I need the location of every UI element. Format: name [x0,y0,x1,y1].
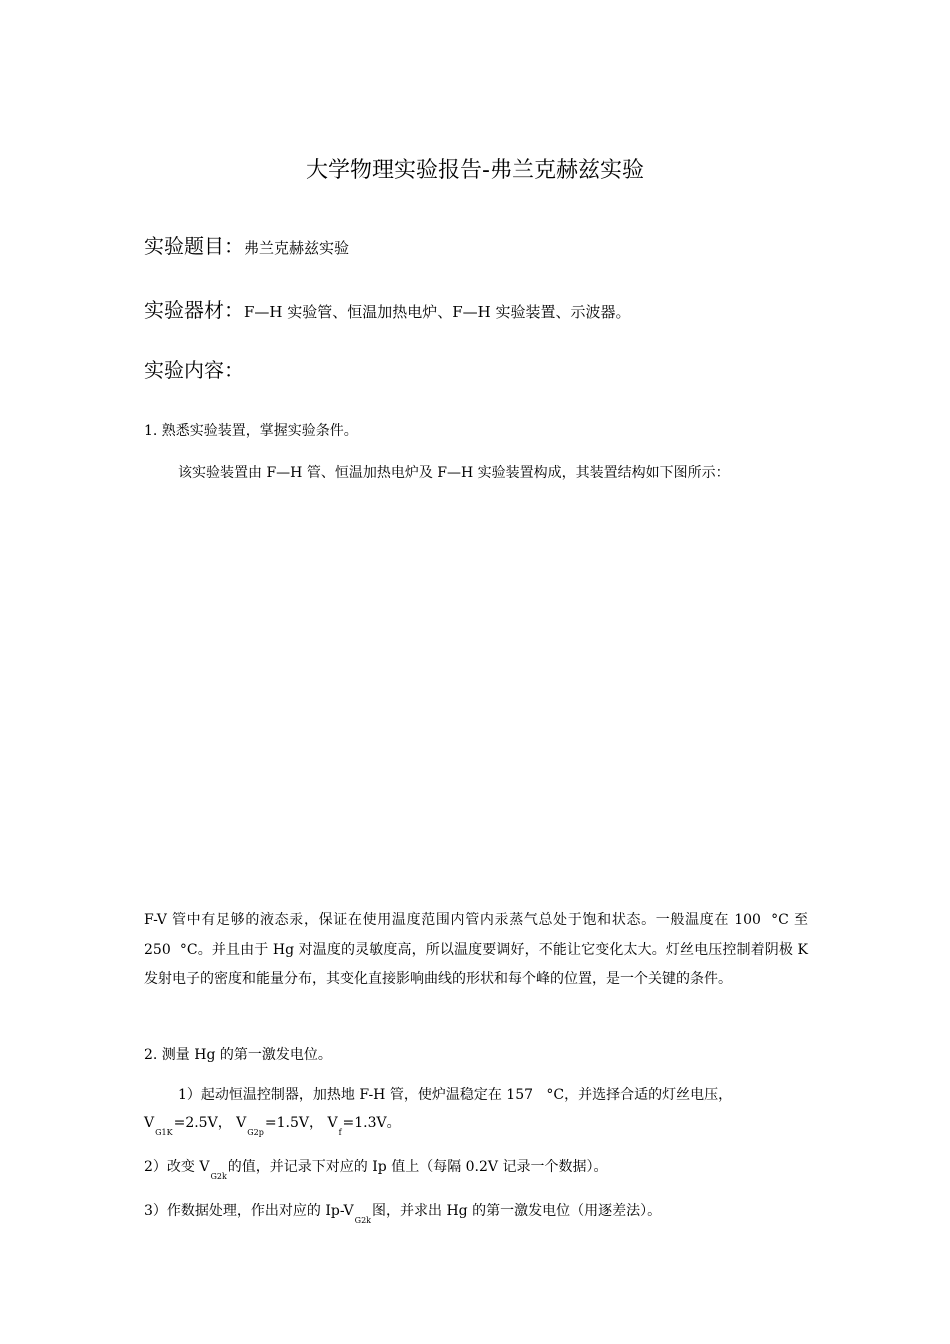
v2-symbol: V [236,1115,247,1131]
v3-subscript: f [338,1128,342,1137]
topic-label: 实验题目： [144,234,244,258]
step2-sub3-pre: 3）作数据处理，作出对应的 Ip-V [144,1203,354,1219]
v1-subscript: G1K [155,1128,173,1137]
v2-value: =1.5V， [264,1115,323,1131]
v3-symbol: V [327,1115,338,1131]
equipment-value: F—H 实验管、恒温加热电炉、F—H 实验装置、示波器。 [244,303,631,321]
step2-sub2-post: 的值，并记录下对应的 Ip 值上（每隔 0.2V 记录一个数据）。 [227,1159,608,1175]
step2-sub2-pre: 2）改变 V [144,1159,210,1175]
step1-heading: 1. 熟悉实验装置，掌握实验条件。 [144,423,358,439]
step2-sub1-tail: °C，并选择合适的灯丝电压， [546,1087,733,1103]
content-label: 实验内容： [144,358,244,382]
para-temp-range: °C 至 250 [144,912,808,958]
step2-sub3 [144,1200,661,1224]
conditions-paragraph [144,906,808,995]
v2-subscript: G2p [247,1128,264,1137]
step2-heading: 2. 测量 Hg 的第一激发电位。 [144,1047,332,1063]
v1-value: =2.5V， [173,1115,232,1131]
step2-sub2 [144,1156,607,1180]
step2-sub1 [178,1084,732,1106]
v1-symbol: V [144,1115,155,1131]
step2-sub3-subscript: G2k [354,1216,371,1225]
voltage-settings [144,1112,401,1136]
step2-sub1-text: 1）起动恒温控制器，加热地 F-H 管，使炉温稳定在 157 [178,1087,534,1103]
topic-line [144,234,349,260]
step1-intro: 该实验装置由 F—H 管、恒温加热电炉及 F—H 实验装置构成，其装置结构如下图所示： [178,465,730,481]
document-title: 大学物理实验报告-弗兰克赫兹实验 [306,158,644,183]
apparatus-figure-area [144,492,808,902]
para-part-1: F-V 管中有足够的液态汞，保证在使用温度范围内管内汞蒸气总处于饱和状态。一般温度在 100 [144,912,761,928]
topic-value: 弗兰克赫兹实验 [244,239,350,257]
content-line [144,358,244,384]
step2-sub3-post: 图，并求出 Hg 的第一激发电位（用逐差法）。 [372,1203,662,1219]
v3-value: =1.3V。 [342,1115,401,1131]
step2-sub2-subscript: G2k [210,1172,227,1181]
equipment-label: 实验器材： [144,298,244,322]
para-part-2: °C。并且由于 Hg 对温度的灵敏度高，所以温度要调好，不能让它变化太大。灯丝电压控制着阴极 K 发射电子的密度和能量分布，其变化直接影响曲线的形状和每个峰的位置，是一个关键的条件。 [144,941,808,988]
equipment-line [144,298,631,324]
